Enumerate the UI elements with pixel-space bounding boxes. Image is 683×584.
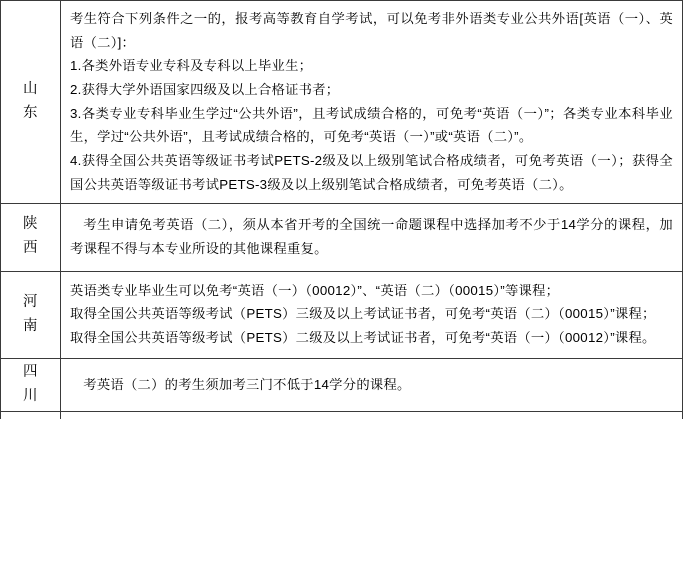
policy-paragraph: 英语类专业毕业生可以免考“英语（一）（00012）”、“英语（二）（00015）”等课程； [70, 282, 560, 298]
policy-content-shaanxi [61, 204, 683, 271]
region-char: 陕 [23, 216, 38, 233]
policy-paragraph: 考英语（二）的考生须加考三门不低于14学分的课程。 [83, 376, 411, 392]
region-cell-partial [1, 412, 61, 420]
policy-paragraph: 考生申请免考英语（二），须从本省开考的全国统一命题课程中选择加考不少于14学分的课程，加考课程不得与本专业所设的其他课程重复。 [70, 217, 673, 256]
policy-paragraph: 取得全国公共英语等级考试（PETS）二级及以上考试证书者，可免考“英语（一）（00012）”课程。 [70, 329, 656, 345]
region-char: 南 [23, 317, 38, 334]
policy-content-henan [61, 271, 683, 358]
region-char: 河 [23, 293, 38, 310]
policy-paragraph: 3.各类专业专科毕业生学过“公共外语”，且考试成绩合格的，可免考“英语（一）”；各类专业本科毕业生，学过“公共外语”，且考试成绩合格的，可免考“英语（一）”或“英语（二）”。 [70, 105, 673, 145]
region-char: 东 [23, 105, 38, 122]
table-row-partial [1, 412, 683, 420]
policy-content-sichuan [61, 358, 683, 412]
table-row [1, 271, 683, 358]
region-char: 川 [23, 387, 38, 404]
region-char: 山 [23, 81, 38, 98]
region-label-sichuan [1, 358, 61, 412]
region-label-henan [1, 271, 61, 358]
table-row [1, 1, 683, 204]
policy-paragraph: 取得全国公共英语等级考试（PETS）三级及以上考试证书者，可免考“英语（二）（00015）”课程； [70, 306, 656, 322]
policy-paragraph: 1.各类外语专业专科及专科以上毕业生； [70, 58, 313, 74]
table-row [1, 204, 683, 271]
policy-paragraph: 2.获得大学外语国家四级及以上合格证书者； [70, 81, 340, 97]
region-char: 四 [23, 363, 38, 380]
table-row [1, 358, 683, 412]
policy-content-shandong [61, 1, 683, 204]
region-label-shandong [1, 1, 61, 204]
region-label-shaanxi [1, 204, 61, 271]
policy-paragraph: 考生符合下列条件之一的，报考高等教育自学考试，可以免考非外语类专业公共外语[英语（一）、英语（二）]： [70, 11, 673, 50]
content-cell-partial [61, 412, 683, 420]
policy-paragraph: 4.获得全国公共英语等级证书考试PETS-2级及以上级别笔试合格成绩者，可免考英语（一）；获得全国公共英语等级证书考试PETS-3级及以上级别笔试合格成绩者，可免考英语（二）。 [70, 152, 673, 192]
region-char: 西 [23, 240, 38, 257]
